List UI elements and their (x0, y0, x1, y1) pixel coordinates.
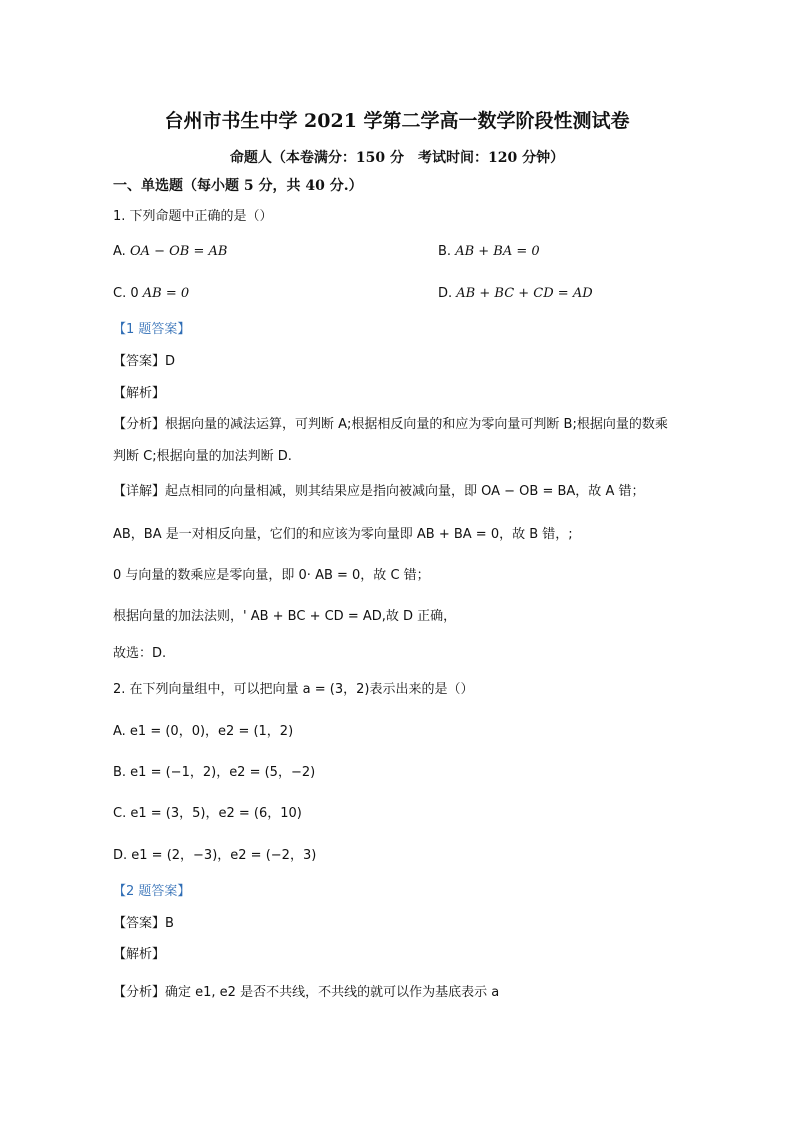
q1-option-a-expr: OA − OB = AB (129, 244, 228, 259)
page-title: 台州市书生中学 2021 学第二学高一数学阶段性测试卷 (164, 110, 630, 132)
q1-analysis-tag: 【解析】 (113, 386, 166, 401)
q1-stem: 1. 下列命题中正确的是（） (113, 209, 273, 224)
q1-answer-tag: 【1 题答案】 (113, 322, 191, 337)
q1-option-d-expr: AB + BC + CD = AD (456, 286, 593, 301)
q1-fenxi-line-2: 判断 C;根据向量的加法判断 D. (113, 449, 292, 464)
q1-detail-line-2: AB，BA 是一对相反向量，它们的和应该为零向量即 AB + BA = 0，故 B 错，; (113, 527, 573, 542)
page-subtitle: 命题人（本卷满分：150 分 考试时间：120 分钟） (229, 150, 565, 166)
q1-fenxi-line-1: 【分析】根据向量的减法运算，可判断 A;根据相反向量的和应为零向量可判断 B;根据向量的数乘 (113, 417, 668, 432)
q2-option-c: C. e1 = (3，5)，e2 = (6，10) (113, 806, 302, 821)
q1-option-b-label: B. (438, 244, 452, 259)
q2-answer: 【答案】B (113, 916, 174, 931)
q1-conclusion: 故选：D. (113, 646, 167, 661)
q1-option-d-label: D. (438, 286, 453, 301)
q1-detail-line-4: 根据向量的加法法则，' AB + BC + CD = AD,故 D 正确， (113, 609, 457, 624)
q2-fenxi: 【分析】确定 e1, e2 是否不共线，不共线的就可以作为基底表示 a (113, 985, 500, 1000)
section-heading: 一、单选题（每小题 5 分，共 40 分.） (113, 178, 363, 194)
q1-option-c-expr: AB = 0 (142, 286, 190, 301)
q1-option-b-expr: AB + BA = 0 (455, 244, 540, 259)
q2-answer-tag: 【2 题答案】 (113, 884, 191, 899)
q1-option-a-label: A. (113, 244, 126, 259)
q2-analysis-tag: 【解析】 (113, 947, 166, 962)
q2-option-d: D. e1 = (2，−3)，e2 = (−2，3) (113, 848, 317, 863)
q1-option-b (438, 244, 540, 259)
q1-answer: 【答案】D (113, 354, 176, 369)
q1-detail-line-3: 0 与向量的数乘应是零向量，即 0· AB = 0，故 C 错； (113, 568, 430, 583)
q2-stem: 2. 在下列向量组中，可以把向量 a = (3，2)表示出来的是（） (113, 682, 474, 697)
q1-detail-line-1: 【详解】起点相同的向量相减，则其结果应是指向被减向量，即 OA − OB = BA，故 A 错； (113, 484, 645, 499)
q1-option-a (113, 244, 227, 259)
q1-option-c-label: C. 0 (113, 286, 139, 301)
q2-option-a: A. e1 = (0，0)，e2 = (1，2) (113, 724, 294, 739)
q1-option-c (113, 286, 189, 301)
q2-option-b: B. e1 = (−1，2)，e2 = (5，−2) (113, 765, 316, 780)
q1-option-d (438, 286, 593, 301)
